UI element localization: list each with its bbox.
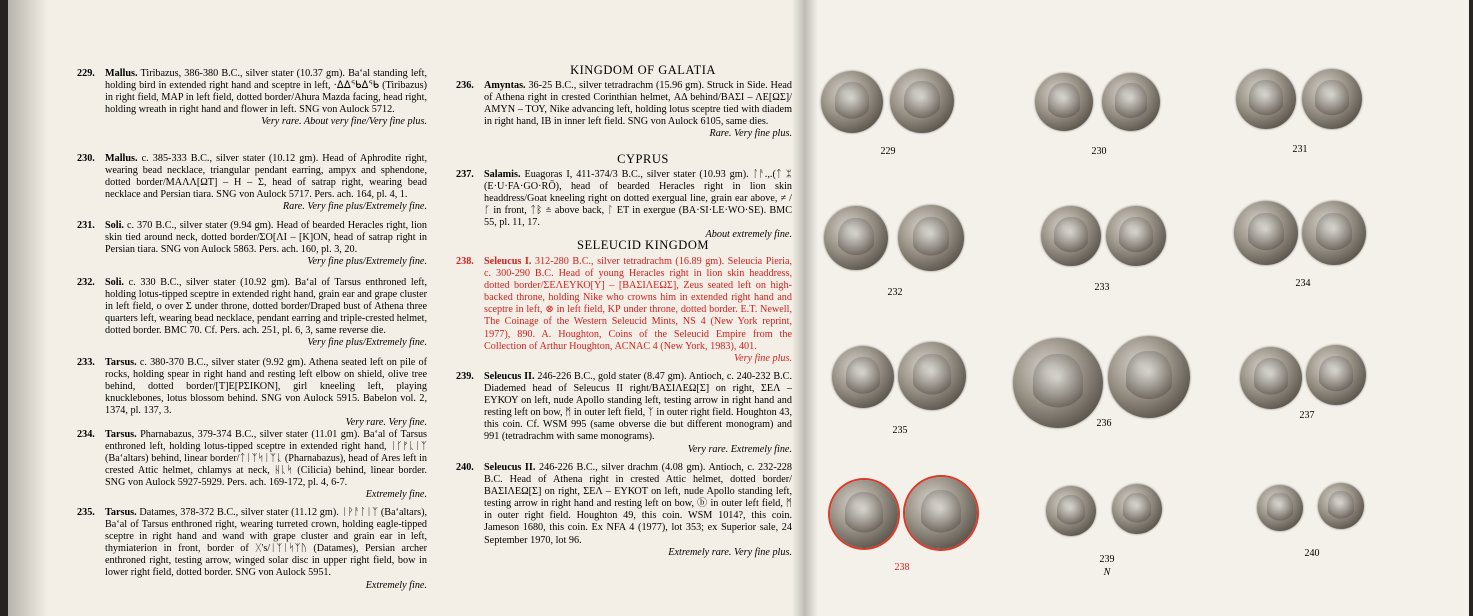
caption-238: 238 [894,562,910,573]
catalog-entry-236: 236. Amyntas. 36-25 B.C., silver tetradrachm (15.96 gm). Struck in Side. Head of Athena right in crested Corinthian helmet, ΑΔ behind/ΒΑΣΙ – ΛΕ[ΩΣ]/ΑΜΥΝ – ΤΟΥ, Nike advancing left, holding lotus sceptre tied with diadem in right hand, ΙΒ in inner left field. SNG von Aulock 6105, same dies. Rare. Very fine plus. [456,80,793,140]
caption-235: 235 [892,425,908,436]
coin-229-obverse [821,71,883,133]
coin-236-obverse [1013,338,1103,428]
coin-239-reverse [1112,484,1162,534]
coin-234-obverse [1234,201,1298,265]
coin-238-reverse [905,477,977,549]
caption-236: 236 [1096,418,1112,429]
coin-240-reverse [1318,483,1364,529]
caption-230: 230 [1091,146,1107,157]
coin-236-reverse [1108,336,1190,418]
coin-231-reverse [1302,69,1362,129]
caption-232: 232 [887,287,903,298]
coin-233-obverse [1041,206,1101,266]
catalog-entry-235: 235. Tarsus. Datames, 378-372 B.C., silver stater (11.12 gm). ᛁᚹᚨᛚᛁᛉ (Ba‘altars), Ba‘al of Tarsus enthroned right, wearing turreted crown, holding eagle-tipped sceptre in right hand and wand with grape cluster and grain ear in left, thymiaterion in front, border of ᚷ's/ᛁᛉᛁᛋᛉᚢ (Datames), Persian archer enthroned right, testing arrow, winged solar disc in upper right field, bow in lower right field, dotted border. SNG von Aulock 5951. Extremely fine. [77,507,428,591]
catalog-entry-233: 233. Tarsus. c. 380-370 B.C., silver stater (9.92 gm). Athena seated left on pile of rocks, holding spear in right hand and resting left elbow on shield, olive tree behind, dotted border/[Τ]Ε[ΡΣΙΚΟΝ], girl kneeling left, playing knucklebones, lotus blossom behind. SNG von Aulock 5915. Babelon vol. 2, 1374, pl. 137, 3. Very rare. Very fine. [77,357,427,429]
coin-238-obverse [830,480,898,548]
catalog-entry-232: 232. Soli. c. 330 B.C., silver stater (10.92 gm). Ba‘al of Tarsus enthroned left, holding lotus-tipped sceptre in extended right hand, grain ear and grape cluster in left field, o over Σ under throne, dotted border/Draped bust of Athena three quarters left, wearing bead necklace, pendant earring and triple-crested helmet, dotted border. BMC 70. Cf. Pers. ach. 251, pl. 6, 3, same reverse die. Very fine plus/Extremely fine. [77,277,428,349]
caption-240: 240 [1304,548,1320,559]
coin-229-reverse [890,69,954,133]
caption-234: 234 [1295,278,1311,289]
heading-galatia: KINGDOM OF GALATIA [570,63,716,77]
caption-239-gold-mark: N [1103,567,1111,578]
coin-233-reverse [1106,206,1166,266]
coin-230-reverse [1102,73,1160,131]
catalog-entry-234: 234. Tarsus. Pharnabazus, 379-374 B.C., silver stater (11.01 gm). Ba‘al of Tarsus enthroned left, holding lotus-tipped sceptre in extended right hand, ᛁᚴᚠᚳᛁᛉ (Ba‘altars) behind, linear border/ᛏᛁᛉᛋᛁᛉᚳ (Pharnabazus), head of Ares left in crested Attic helmet, chlamys at neck, ᚺᚳᛋ (Cilicia) behind, linear border. SNG von Aulock 5927-5929. Pers. ach. 169-172, pl. 4, 6-7. Extremely fine. [77,429,428,501]
book-spine [792,0,818,616]
coin-230-obverse [1035,73,1093,131]
coin-235-obverse [832,346,894,408]
coin-237-reverse [1306,345,1366,405]
caption-229: 229 [880,146,896,157]
catalog-entry-231: 231. Soli. c. 370 B.C., silver stater (9.94 gm). Head of bearded Heracles right, lion skin tied around neck, dotted border/ΣΟ[ΛΙ – [Κ]ΟΝ, head of satrap right in Persian tiara. SNG von Aulock 5863. Pers. ach. 160, pl. 3, 20. Very fine plus/Extremely fine. [77,220,427,268]
catalog-entry-229: 229. Mallus. Tiribazus, 386-380 B.C., silver stater (10.37 gm). Ba‘al standing left, holding bird in extended right hand and sceptre in left, ·ᐃᐃᖃᐃᖃ (Tiribazus) in right field, MAP in left field, dotted border/Ahura Mazda facing, head right, holding wreath in right hand and flower in left. SNG von Aulock 5712. Very rare. About very fine/Very fine plus. [77,68,427,128]
heading-seleucid: SELEUCID KINGDOM [577,238,709,252]
coin-232-reverse [898,205,964,271]
coin-232-obverse [824,206,888,270]
coin-231-obverse [1236,69,1296,129]
catalog-entry-238: 238. Seleucus I. 312-280 B.C., silver tetradrachm (16.89 gm). Seleucia Pieria, c. 300-290 B.C. Head of young Heracles right in lion skin headdress, dotted border/ΣΕΛΕΥΚΟ[Υ] – [ΒΑΣΙΛΕΩΣ], Zeus seated left on high-backed throne, holding Nike who crowns him in extended right hand and sceptre in left, ⊗ in left field, ΚΡ under throne, dotted border. E.T. Newell, The Coinage of the Western Seleucid Mints, NS 4 (New York reprint, 1977), 890. A. Houghton, Coins of the Seleucid Empire from the Collection of Arthur Houghton, ACNAC 4 (New York, 1983), 401. Very fine plus. [456,256,793,364]
caption-231: 231 [1292,144,1308,155]
caption-233: 233 [1094,282,1110,293]
coin-237-obverse [1240,347,1302,409]
catalog-entry-239: 239. Seleucus II. 246-226 B.C., gold stater (8.47 gm). Antioch, c. 240-232 B.C. Diademed head of Seleucus II right/ΒΑΣΙΛΕΩ[Σ] on right, ΣΕΛ – ΕΥΚΟΥ on left, nude Apollo standing left, testing arrow in right hand and resting left on bow, ᛗ in outer left field, ᛉ in outer right field. Houghton 43, this coin. Cf. WSM 995 (same obverse die but different monogram) and 991 (tetradrachm with same monograms). Very rare. Extremely fine. [456,371,792,455]
heading-cyprus: CYPRUS [617,152,669,166]
caption-237: 237 [1299,410,1315,421]
page-shadow [8,0,48,616]
catalog-entry-240: 240. Seleucus II. 246-226 B.C., silver drachm (4.08 gm). Antioch, c. 232-228 B.C. Head of Athena right in crested Attic helmet, dotted border/ΒΑΣΙΛΕΩ[Σ] on right, ΣΕΛ – ΕΥΚΟΤ on left, nude Apollo standing left, testing arrow in right hand and resting left on bow, ⓑ in outer left field, ᛗ in outer right field. Houghton 49, this coin. WSM 1014?, this coin. Jameson 1680, this coin. Ex NFA 4 (1977), lot 353; ex Superior sale, 24 September 1970, lot 96. Extremely rare. Very fine plus. [456,462,792,558]
coin-234-reverse [1302,201,1366,265]
coin-235-reverse [898,342,966,410]
coin-239-obverse [1046,486,1096,536]
catalog-entry-237: 237. Salamis. Euagoras I, 411-374/3 B.C., silver stater (10.93 gm). ᛚᚨ.,.(ᛏ ᛯ (E·U·FA·GO·RŌ), head of bearded Heracles right in lion skin headdress/Goat kneeling right on dotted exergual line, grain ear above, ≠ /ᚴ in front, ᛏᛒ ≗ above back, ᛚ ET in exergue (BA·SI·LE·WO·SE). BMC 55, pl. 11, 17. About extremely fine. [456,169,793,241]
catalog-entry-230: 230. Mallus. c. 385-333 B.C., silver stater (10.12 gm). Head of Aphrodite right, wearing bead necklace, triangular pendant earring, ampyx and sphendone, dotted border/ΜΑΛΛ[ΩΤ] – Η – Σ, head of satrap right, wearing bead necklace and Persian tiara. SNG von Aulock 5717. Pers. ach. 164, pl. 4, 1. Rare. Very fine plus/Extremely fine. [77,153,428,213]
caption-239: 239 [1099,554,1115,565]
coin-240-obverse [1257,485,1303,531]
